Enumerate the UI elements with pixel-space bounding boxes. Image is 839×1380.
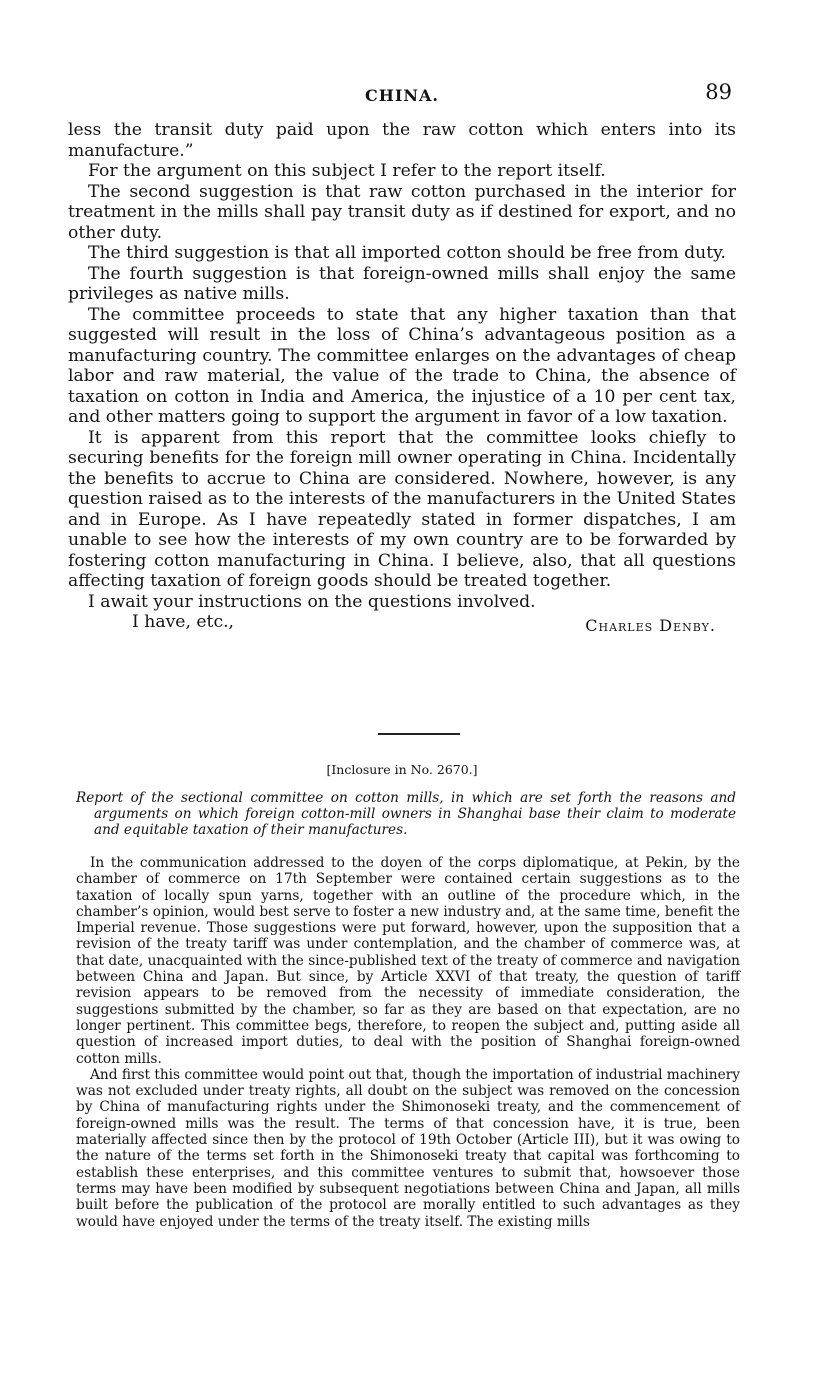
paragraph: less the transit duty paid upon the raw cotton which enters into its manufacture.” — [68, 120, 736, 161]
paragraph: The second suggestion is that raw cotton purchased in the interior for treatment in the mills shall pay transit duty as if destined for export, and no other duty. — [68, 181, 736, 243]
report-title: Report of the sectional committee on cotton mills, in which are set forth the reasons and arguments on which foreign cotton-mill owners in Shanghai base their claim to moderate and equitable taxation of their manufactures. — [76, 790, 736, 838]
running-head — [68, 80, 736, 110]
paragraph: For the argument on this subject I refer to the report itself. — [88, 161, 606, 181]
paragraph: The third suggestion is that all imported cotton should be free from duty. — [88, 243, 726, 263]
paragraph: The fourth suggestion is that foreign-owned mills shall enjoy the same privileges as native mills. — [68, 263, 736, 304]
running-title: CHINA. — [365, 86, 439, 105]
paragraph: In the communication addressed to the doyen of the corps diplomatique, at Pekin, by the chamber of commerce on 17th September were contained certain suggestions as to the taxation of locally spun yarns, together with an outline of the procedure which, in the chamber’s opinion, would best serve to foster a new industry and, at the same time, benefit the Imperial revenue. Those suggestions were put forward, however, upon the supposition that a revision of the treaty tariff was under contemplation, and the chamber of commerce was, at that date, unacquainted with the since-published text of the treaty of commerce and navigation between China and Japan. But since, by Article XXVI of that treaty, the question of tariff revision appears to be removed from the necessity of immediate consideration, the suggestions submitted by the chamber, so far as they are based on that expectation, are no longer pertinent. This committee begs, therefore, to reopen the subject and, putting aside all question of increased import duties, to deal with the position of Shanghai foreign-owned cotton mills. — [76, 855, 740, 1067]
closing-salutation: I have, etc., — [132, 612, 235, 632]
paragraph: It is apparent from this report that the committee looks chiefly to securing benefits for the foreign mill owner operating in China. Incidentally the benefits to accrue to China are considered. Nowhere, however, is any question raised as to the interests of the manufacturers in the United States and in Europe. As I have repeatedly stated in former dispatches, I am unable to see how the interests of my own country are to be forwarded by fostering cotton manufacturing in China. I believe, also, that all questions affecting taxation of foreign goods should be treated together. — [68, 427, 736, 591]
paragraph: The committee proceeds to state that any higher taxation than that suggested will result in the loss of China’s advantageous position as a manufacturing country. The committee enlarges on the advantages of cheap labor and raw material, the value of the trade to China, the absence of taxation on cotton in India and America, the injustice of a 10 per cent tax, and other matters going to support the argument in favor of a low taxation. — [68, 304, 736, 427]
paragraph: And first this committee would point out that, though the importation of industrial machinery was not excluded under treaty rights, all doubt on the subject was removed on the concession by China of manufacturing rights under the Shimonoseki treaty, and the commencement of foreign-owned mills was the result. The terms of that concession have, it is true, been materially affected since then by the protocol of 19th October (Article III), but it was owing to the nature of the terms set forth in the Shimonoseki treaty that capital was forthcoming to establish these enterprises, and this committee ventures to submit that, howsoever those terms may have been modified by subsequent negotiations between China and Japan, all mills built before the publication of the protocol are morally entitled to such advantages as they would have enjoyed under the terms of the treaty itself. The existing mills — [76, 1066, 740, 1230]
report-body — [76, 855, 740, 1230]
paragraph: I await your instructions on the questions involved. — [88, 591, 536, 612]
closing-line — [68, 612, 736, 634]
inclosure-label: [Inclosure in No. 2670.] — [326, 762, 478, 777]
section-divider — [378, 733, 460, 735]
letter-body — [68, 120, 736, 634]
page-number: 89 — [705, 80, 732, 104]
signature: Charles Denby. — [585, 616, 716, 635]
